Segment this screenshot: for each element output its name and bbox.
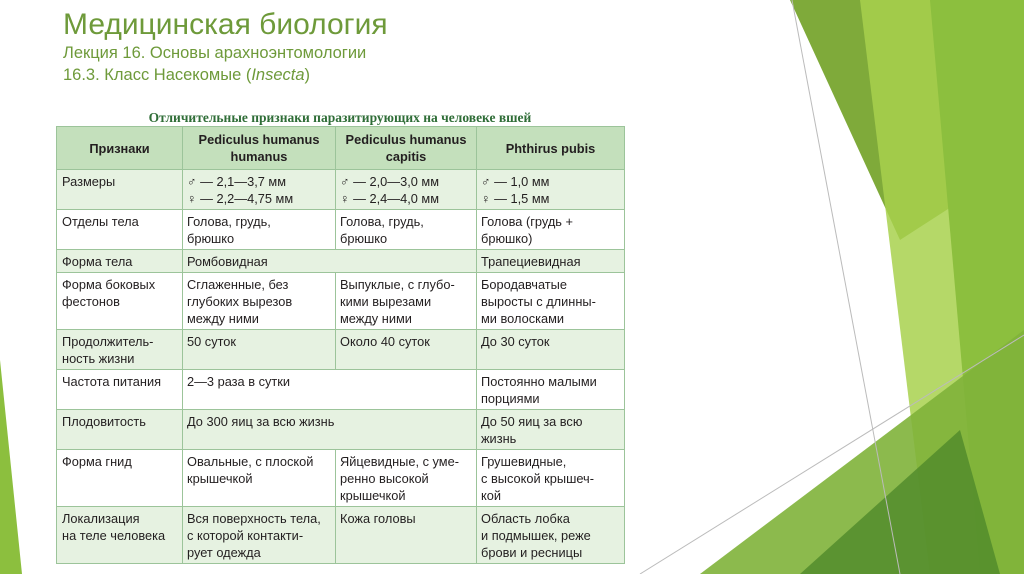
cell-line: ренно высокой	[340, 471, 429, 486]
cell-line: ♂ — 2,0—3,0 мм	[340, 174, 440, 189]
lice-comparison-table	[56, 126, 625, 564]
row-label	[57, 330, 183, 370]
cell-line: брови и ресницы	[481, 545, 583, 560]
header-text: humanus	[230, 149, 288, 164]
subtitle-prefix: 16.3. Класс Насекомые (	[63, 66, 252, 84]
cell-line: Вся поверхность тела,	[187, 511, 321, 526]
table-row-body	[57, 210, 625, 250]
cell-line: между ними	[340, 311, 412, 326]
cell: 50 суток	[183, 330, 336, 370]
slide-subtitle-class	[63, 64, 388, 86]
cell-line: фестонов	[62, 294, 120, 309]
row-label	[57, 273, 183, 330]
lice-comparison-figure	[56, 104, 624, 574]
subtitle-suffix: )	[304, 66, 311, 84]
cell-line: порциями	[481, 391, 540, 406]
cell-line: ♀ — 1,5 мм	[481, 191, 550, 206]
slide-title: Медицинская биология	[63, 8, 388, 41]
deco-shape-left	[0, 360, 22, 574]
cell	[336, 210, 477, 250]
cell-line: крышечкой	[187, 471, 253, 486]
cell	[183, 507, 336, 564]
cell	[477, 273, 625, 330]
cell	[477, 170, 625, 210]
cell-line: До 50 яиц за всю	[481, 414, 583, 429]
row-label: Плодовитость	[57, 410, 183, 450]
cell	[336, 170, 477, 210]
cell-line: ♂ — 2,1—3,7 мм	[187, 174, 287, 189]
cell: Около 40 суток	[336, 330, 477, 370]
cell-line: кими вырезами	[340, 294, 432, 309]
cell	[477, 370, 625, 410]
cell-line: Голова, грудь,	[340, 214, 424, 229]
cell-line: выросты с длинны-	[481, 294, 596, 309]
cell-line: Локализация	[62, 511, 140, 526]
cell	[183, 170, 336, 210]
table-row-size	[57, 170, 625, 210]
cell-line: ♀ — 2,4—4,0 мм	[340, 191, 440, 206]
slide-header	[63, 8, 388, 86]
cell-line: ность жизни	[62, 351, 135, 366]
cell-line: Выпуклые, с глубо-	[340, 277, 455, 292]
cell-line: Грушевидные,	[481, 454, 567, 469]
cell	[336, 273, 477, 330]
cell-line: Область лобка	[481, 511, 570, 526]
cell-line: Овальные, с плоской	[187, 454, 314, 469]
row-label: Частота питания	[57, 370, 183, 410]
cell-line: жизнь	[481, 431, 517, 446]
cell	[183, 273, 336, 330]
cell-line: Бородавчатые	[481, 277, 567, 292]
cell: До 300 яиц за всю жизнь	[183, 410, 477, 450]
row-label: Форма гнид	[57, 450, 183, 507]
cell	[477, 210, 625, 250]
cell-line: ♂ — 1,0 мм	[481, 174, 550, 189]
row-label: Размеры	[57, 170, 183, 210]
row-label: Форма тела	[57, 250, 183, 273]
cell-line: ми волосками	[481, 311, 565, 326]
cell-line: с высокой крышеч-	[481, 471, 594, 486]
cell-line: Голова, грудь,	[187, 214, 271, 229]
header-pubic-louse: Phthirus pubis	[477, 127, 625, 170]
row-label: Отделы тела	[57, 210, 183, 250]
cell-line: крышечкой	[340, 488, 406, 503]
cell-line: между ними	[187, 311, 259, 326]
table-caption: Отличительные признаки паразитирующих на человеке вшей	[148, 110, 532, 125]
cell-line: на теле человека	[62, 528, 166, 543]
header-head-louse	[336, 127, 477, 170]
header-text: Pediculus humanus	[345, 132, 467, 147]
cell: Ромбовидная	[183, 250, 477, 273]
header-text: capitis	[385, 149, 427, 164]
cell-line: кой	[481, 488, 502, 503]
cell	[183, 450, 336, 507]
cell-line: Сглаженные, без	[187, 277, 289, 292]
header-body-louse	[183, 127, 336, 170]
table-row-nits	[57, 450, 625, 507]
cell: 2—3 раза в сутки	[183, 370, 477, 410]
cell-line: Яйцевидные, с уме-	[340, 454, 459, 469]
table-row-feeding	[57, 370, 625, 410]
table-row-location	[57, 507, 625, 564]
cell	[477, 507, 625, 564]
cell-line: Голова (грудь +	[481, 214, 574, 229]
table-row-lifespan	[57, 330, 625, 370]
header-text: Pediculus humanus	[198, 132, 320, 147]
cell-line: ♀ — 2,2—4,75 мм	[187, 191, 294, 206]
cell-line: рует одежда	[187, 545, 261, 560]
subtitle-latin: Insecta	[251, 66, 305, 84]
cell-line: Форма боковых	[62, 277, 156, 292]
table-header-row	[57, 127, 625, 170]
cell	[477, 410, 625, 450]
cell: До 30 суток	[477, 330, 625, 370]
header-feature: Признаки	[57, 127, 183, 170]
cell-line: глубоких вырезов	[187, 294, 293, 309]
cell-line: Постоянно малыми	[481, 374, 597, 389]
cell: Кожа головы	[336, 507, 477, 564]
slide-subtitle-lecture: Лекция 16. Основы арахноэнтомологии	[63, 44, 367, 62]
table-row-festoons	[57, 273, 625, 330]
cell-line: и подмышек, реже	[481, 528, 591, 543]
cell	[183, 210, 336, 250]
cell-line: брюшко	[340, 231, 388, 246]
cell	[336, 450, 477, 507]
cell-line: брюшко	[187, 231, 235, 246]
table-row-shape	[57, 250, 625, 273]
cell-line: с которой контакти-	[187, 528, 304, 543]
table-row-fertility	[57, 410, 625, 450]
cell-line: Продолжитель-	[62, 334, 154, 349]
cell: Трапециевидная	[477, 250, 625, 273]
cell	[477, 450, 625, 507]
row-label	[57, 507, 183, 564]
cell-line: брюшко)	[481, 231, 533, 246]
